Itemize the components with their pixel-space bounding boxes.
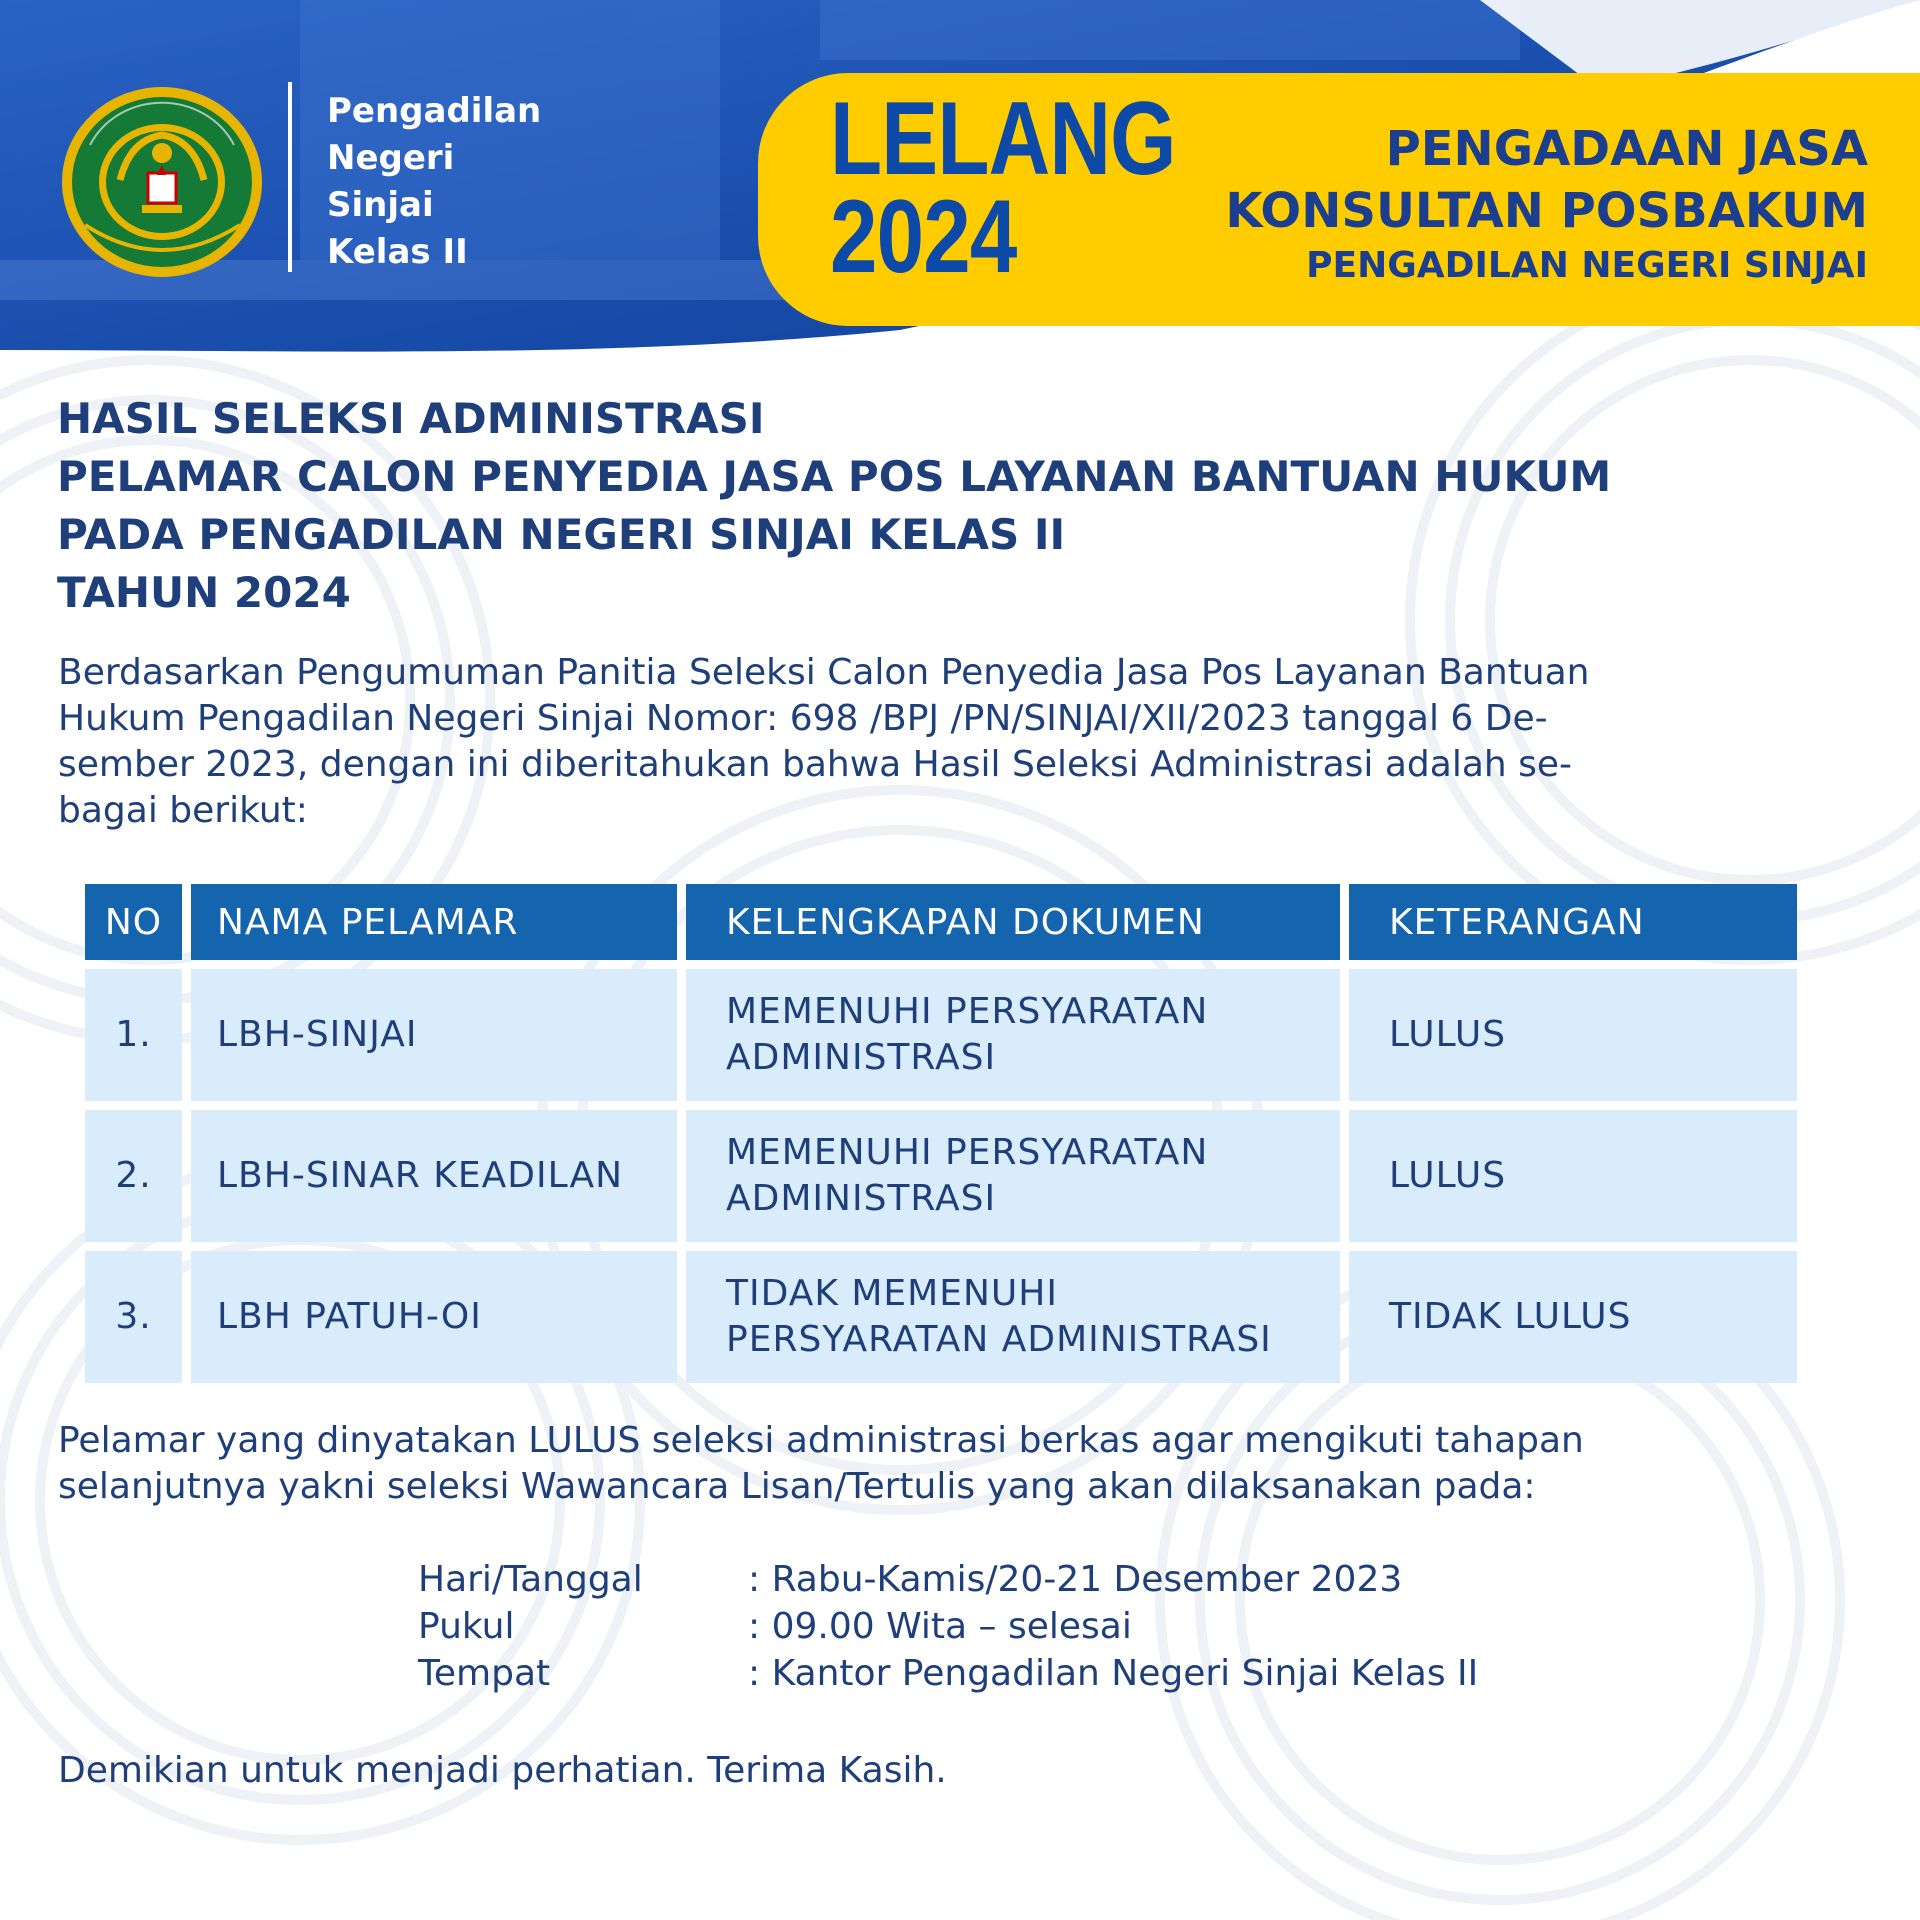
table-header-row <box>85 884 1797 960</box>
closing-text <box>58 1748 1838 1794</box>
header-applicant-name: NAMA PELAMAR <box>191 884 677 960</box>
table-row <box>85 1251 1797 1383</box>
next-stage-line: Pelamar yang dinyatakan LULUS seleksi administrasi berkas agar mengikuti tahapan <box>58 1420 1584 1461</box>
header-document-completeness: KELENGKAPAN DOKUMEN <box>686 884 1340 960</box>
intro-line: sember 2023, dengan ini diberitahukan bahwa Hasil Seleksi Administrasi adalah se- <box>58 744 1573 785</box>
schedule-value: : 09.00 Wita – selesai <box>748 1606 1132 1647</box>
court-name-line: Negeri <box>327 138 455 178</box>
selection-results-table <box>76 875 1806 1392</box>
schedule-label: Tempat <box>418 1653 551 1694</box>
document-status <box>686 1251 1340 1383</box>
table-row <box>85 969 1797 1101</box>
intro-line: Hukum Pengadilan Negeri Sinjai Nomor: 698 /BPJ /PN/SINJAI/XII/2023 tanggal 6 De- <box>58 698 1548 739</box>
heading-line: PELAMAR CALON PENYEDIA JASA POS LAYANAN BANTUAN HUKUM <box>57 452 1612 501</box>
header-remarks: KETERANGAN <box>1349 884 1797 960</box>
next-stage-paragraph <box>58 1418 1838 1510</box>
heading-line: PADA PENGADILAN NEGERI SINJAI KELAS II <box>57 510 1066 559</box>
header-divider <box>288 82 292 272</box>
intro-paragraph <box>58 650 1838 834</box>
schedule-label: Hari/Tanggal <box>418 1559 643 1600</box>
header-banner <box>0 0 1920 360</box>
court-logo-icon <box>60 85 265 280</box>
schedule-row <box>418 1556 1478 1603</box>
row-number: 3. <box>85 1251 182 1383</box>
document-status <box>686 969 1340 1101</box>
tender-title-line: KONSULTAN POSBAKUM <box>1225 183 1868 239</box>
court-name <box>327 88 541 276</box>
schedule-label: Pukul <box>418 1606 515 1647</box>
document-status-line: ADMINISTRASI <box>726 1037 997 1078</box>
court-name-line: Sinjai <box>327 185 434 225</box>
schedule-value: : Rabu-Kamis/20-21 Desember 2023 <box>748 1559 1403 1600</box>
court-name-line: Kelas II <box>327 232 468 272</box>
schedule-row <box>418 1650 1478 1697</box>
document-status-line: TIDAK MEMENUHI <box>726 1273 1058 1314</box>
document-status <box>686 1110 1340 1242</box>
heading-line: HASIL SELEKSI ADMINISTRASI <box>57 394 765 443</box>
applicant-name: LBH PATUH-OI <box>191 1251 677 1383</box>
lelang-year: 2024 <box>830 179 1017 295</box>
next-stage-line: selanjutnya yakni seleksi Wawancara Lisan/Tertulis yang akan dilaksanakan pada: <box>58 1466 1536 1507</box>
closing-line: Demikian untuk menjadi perhatian. Terima Kasih. <box>58 1750 947 1791</box>
interview-schedule <box>418 1556 1478 1697</box>
document-status-line: MEMENUHI PERSYARATAN <box>726 1132 1209 1173</box>
intro-line: bagai berikut: <box>58 790 308 831</box>
row-number: 2. <box>85 1110 182 1242</box>
heading-line: TAHUN 2024 <box>57 568 351 617</box>
document-status-line: PERSYARATAN ADMINISTRASI <box>726 1319 1272 1360</box>
tender-title-line: PENGADAAN JASA <box>1385 121 1868 177</box>
announcement-heading <box>57 390 1611 622</box>
applicant-name: LBH-SINAR KEADILAN <box>191 1110 677 1242</box>
applicant-name: LBH-SINJAI <box>191 969 677 1101</box>
row-number: 1. <box>85 969 182 1101</box>
schedule-row <box>418 1603 1478 1650</box>
result-status: LULUS <box>1349 1110 1797 1242</box>
court-name-line: Pengadilan <box>327 91 542 131</box>
lelang-line: LELANG <box>830 81 1176 197</box>
intro-line: Berdasarkan Pengumuman Panitia Seleksi Calon Penyedia Jasa Pos Layanan Bantuan <box>58 652 1590 693</box>
result-status: TIDAK LULUS <box>1349 1251 1797 1383</box>
result-status: LULUS <box>1349 969 1797 1101</box>
tender-subtitle: PENGADILAN NEGERI SINJAI <box>1306 245 1868 286</box>
table-row <box>85 1110 1797 1242</box>
header-no: NO <box>85 884 182 960</box>
document-status-line: MEMENUHI PERSYARATAN <box>726 991 1209 1032</box>
tender-title <box>1225 118 1868 290</box>
lelang-title <box>830 81 1176 295</box>
document-status-line: ADMINISTRASI <box>726 1178 997 1219</box>
schedule-value: : Kantor Pengadilan Negeri Sinjai Kelas II <box>748 1653 1479 1694</box>
